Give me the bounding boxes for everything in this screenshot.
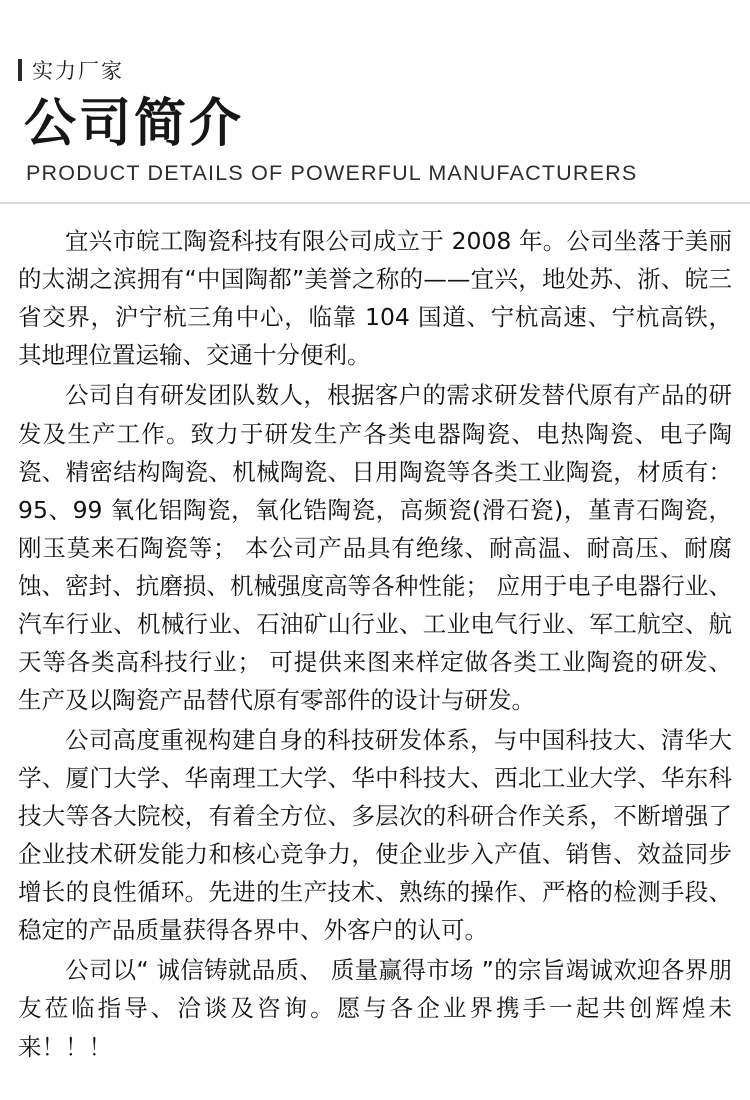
eyebrow-label: 实力厂家 <box>32 59 124 83</box>
eyebrow <box>18 55 750 85</box>
accent-bar-icon <box>18 59 22 81</box>
page-header <box>0 0 750 204</box>
header-divider <box>0 202 750 204</box>
paragraph: 公司自有研发团队数人，根据客户的需求研发替代原有产品的研发及生产工作。致力于研发生产各类电器陶瓷、电热陶瓷、电子陶瓷、精密结构陶瓷、机械陶瓷、日用陶瓷等各类工业陶瓷，材质有：95、99 氧化铝陶瓷，氧化锆陶瓷，高频瓷(滑石瓷)，堇青石陶瓷，刚玉莫来石陶瓷等； 本公司产品具有绝缘、耐高温、耐高压、耐腐蚀、密封、抗磨损、机械强度高等各种性能； 应用于电子电器行业、汽车行业、机械行业、石油矿山行业、工业电气行业、军工航空、航天等各类高科技行业； 可提供来图来样定做各类工业陶瓷的研发、 生产及以陶瓷产品替代原有零部件的设计与研发。 <box>18 381 732 714</box>
body-content <box>0 204 750 1065</box>
paragraph: 公司以“ 诚信铸就品质、 质量赢得市场 ”的宗旨竭诚欢迎各界朋友莅临指导、洽谈及咨询。愿与各企业界携手一起共创辉煌未来！！！ <box>18 956 732 1061</box>
paragraph: 宜兴市皖工陶瓷科技有限公司成立于 2008 年。公司坐落于美丽的太湖之滨拥有“中国陶都”美誉之称的——宜兴，地处苏、浙、皖三省交界，沪宁杭三角中心，临靠 104 国道、宁杭高速、宁杭高铁，其地理位置运输、交通十分便利。 <box>18 227 732 370</box>
paragraph: 公司高度重视构建自身的科技研发体系，与中国科技大、清华大学、厦门大学、华南理工大学、华中科技大、西北工业大学、华东科技大等各大院校，有着全方位、多层次的科研合作关系，不断增强了企业技术研发能力和核心竞争力，使企业步入产值、销售、效益同步增长的良性循环。先进的生产技术、熟练的操作、严格的检测手段、稳定的产品质量获得各界中、外客户的认可。 <box>18 726 732 945</box>
page-subtitle: PRODUCT DETAILS OF POWERFUL MANUFACTURERS <box>26 161 638 186</box>
page-title: 公司简介 <box>24 94 245 154</box>
